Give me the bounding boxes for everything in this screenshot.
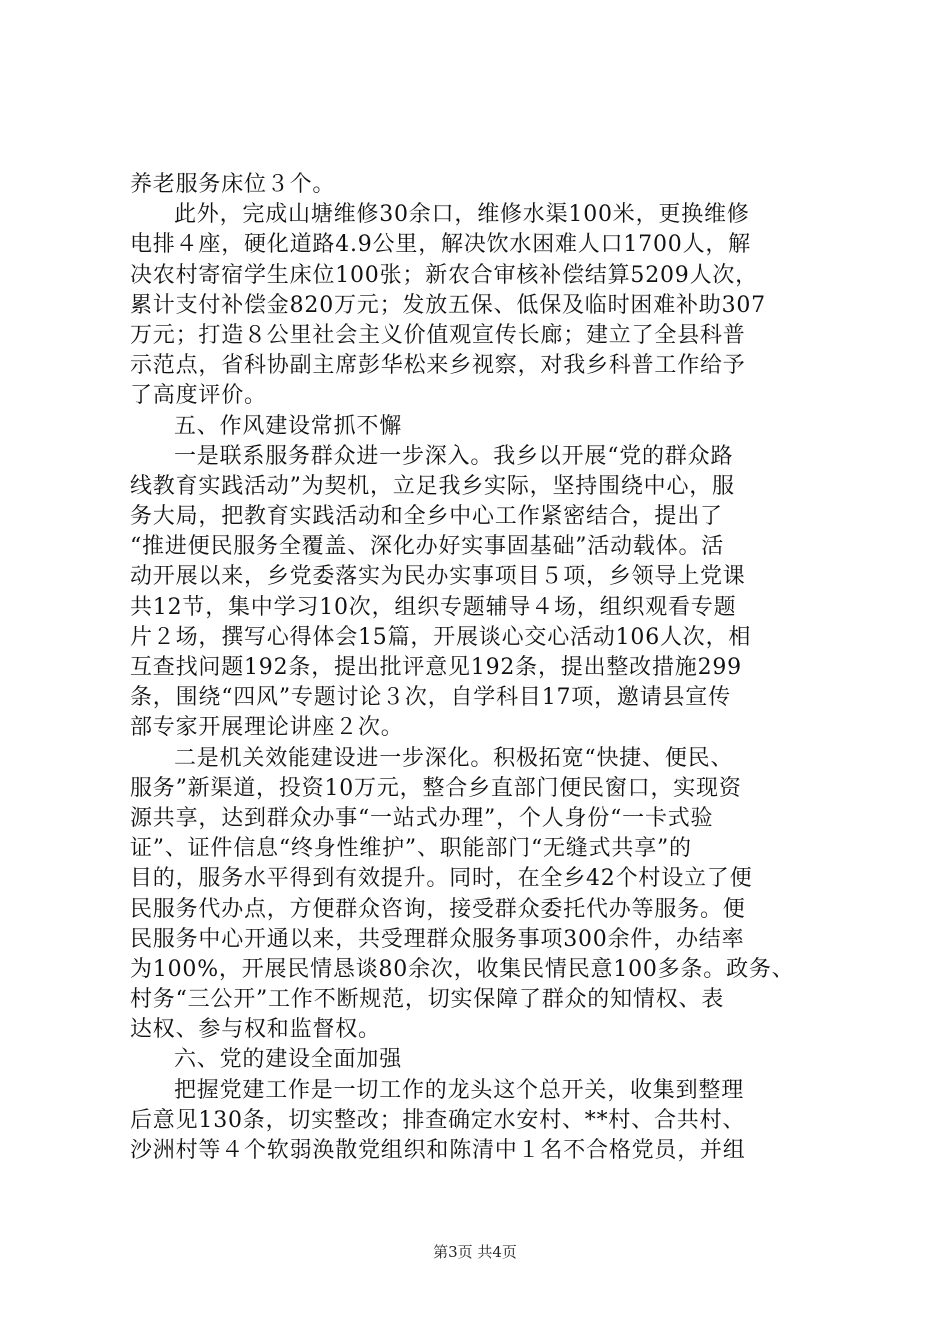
text-line: 万元；打造８公里社会主义价值观宣传长廊；建立了全县科普: [130, 322, 746, 348]
text-line: 一是联系服务群众进一步深入。我乡以开展“党的群众路: [174, 443, 734, 469]
text-line: “推进便民服务全覆盖、深化办好实事固基础”活动载体。活: [130, 534, 725, 560]
text-line: 目的，服务水平得到有效提升。同时，在全乡42个村设立了便: [130, 866, 753, 892]
text-line: 二是机关效能建设进一步深化。积极拓宽“快捷、便民、: [174, 745, 734, 771]
section-heading: 六、党的建设全面加强: [174, 1047, 403, 1073]
text-line: 部专家开展理论讲座２次。: [130, 715, 404, 741]
document-body: [130, 170, 830, 1166]
text-line: 互查找问题192条，提出批评意见192条，提出整改措施299: [130, 655, 742, 680]
text-line: 片２场，撰写心得体会15篇，开展谈心交心活动106人次，相: [130, 624, 752, 650]
text-line: 养老服务床位３个。: [130, 172, 336, 197]
text-line: 共12节，集中学习10次，组织专题辅导４场，组织观看专题: [130, 594, 737, 620]
text-line: 为100%，开展民情恳谈80余次，收集民情民意100多条。政务、: [130, 956, 795, 982]
text-line: 后意见130条，切实整改；排查确定水安村、**村、合共村、: [130, 1107, 746, 1133]
text-line: 村务“三公开”工作不断规范，切实保障了群众的知情权、表: [130, 987, 725, 1013]
page-number-label: 第3页 共4页: [433, 1243, 517, 1261]
text-line: 务大局，把教育实践活动和全乡中心工作紧密结合，提出了: [130, 504, 723, 530]
text-line: 条，围绕“四风”专题讨论３次，自学科目17项，邀请县宣传: [130, 685, 731, 711]
text-line: 了高度评价。: [130, 383, 267, 409]
text-line: 动开展以来，乡党委落实为民办实事项目５项，乡领导上党课: [130, 564, 746, 590]
text-line: 决农村寄宿学生床位100张；新农合审核补偿结算5209人次，: [130, 262, 758, 288]
text-line: 民服务代办点，方便群众咨询，接受群众委托代办等服务。便: [130, 896, 746, 922]
text-line: 民服务中心开通以来，共受理群众服务事项300余件，办结率: [130, 926, 745, 952]
section-heading: 五、作风建设常抓不懈: [174, 413, 403, 439]
text-line: 证”、证件信息“终身性维护”、职能部门“无缝式共享”的: [130, 836, 692, 862]
text-line: 电排４座，硬化道路4.9公里，解决饮水困难人口1700人，解: [130, 232, 751, 258]
text-line: 示范点，省科协副主席彭华松来乡视察，对我乡科普工作给予: [130, 353, 746, 379]
page-footer: [0, 1242, 950, 1262]
text-line: 累计支付补偿金820万元；发放五保、低保及临时困难补助307: [130, 292, 766, 318]
text-line: 达权、参与权和监督权。: [130, 1017, 381, 1043]
text-line: 线教育实践活动”为契机，立足我乡实际，坚持围绕中心，服: [130, 473, 735, 499]
text-line: 把握党建工作是一切工作的龙头这个总开关，收集到整理: [174, 1077, 745, 1103]
text-line: 源共享，达到群众办事“一站式办理”，个人身份“一卡式验: [130, 805, 714, 831]
text-line: 服务”新渠道，投资10万元，整合乡直部门便民窗口，实现资: [130, 775, 742, 801]
text-line: 沙洲村等４个软弱涣散党组织和陈清中１名不合格党员，并组: [130, 1138, 746, 1163]
text-line: 此外，完成山塘维修30余口，维修水渠100米，更换维修: [174, 202, 750, 228]
